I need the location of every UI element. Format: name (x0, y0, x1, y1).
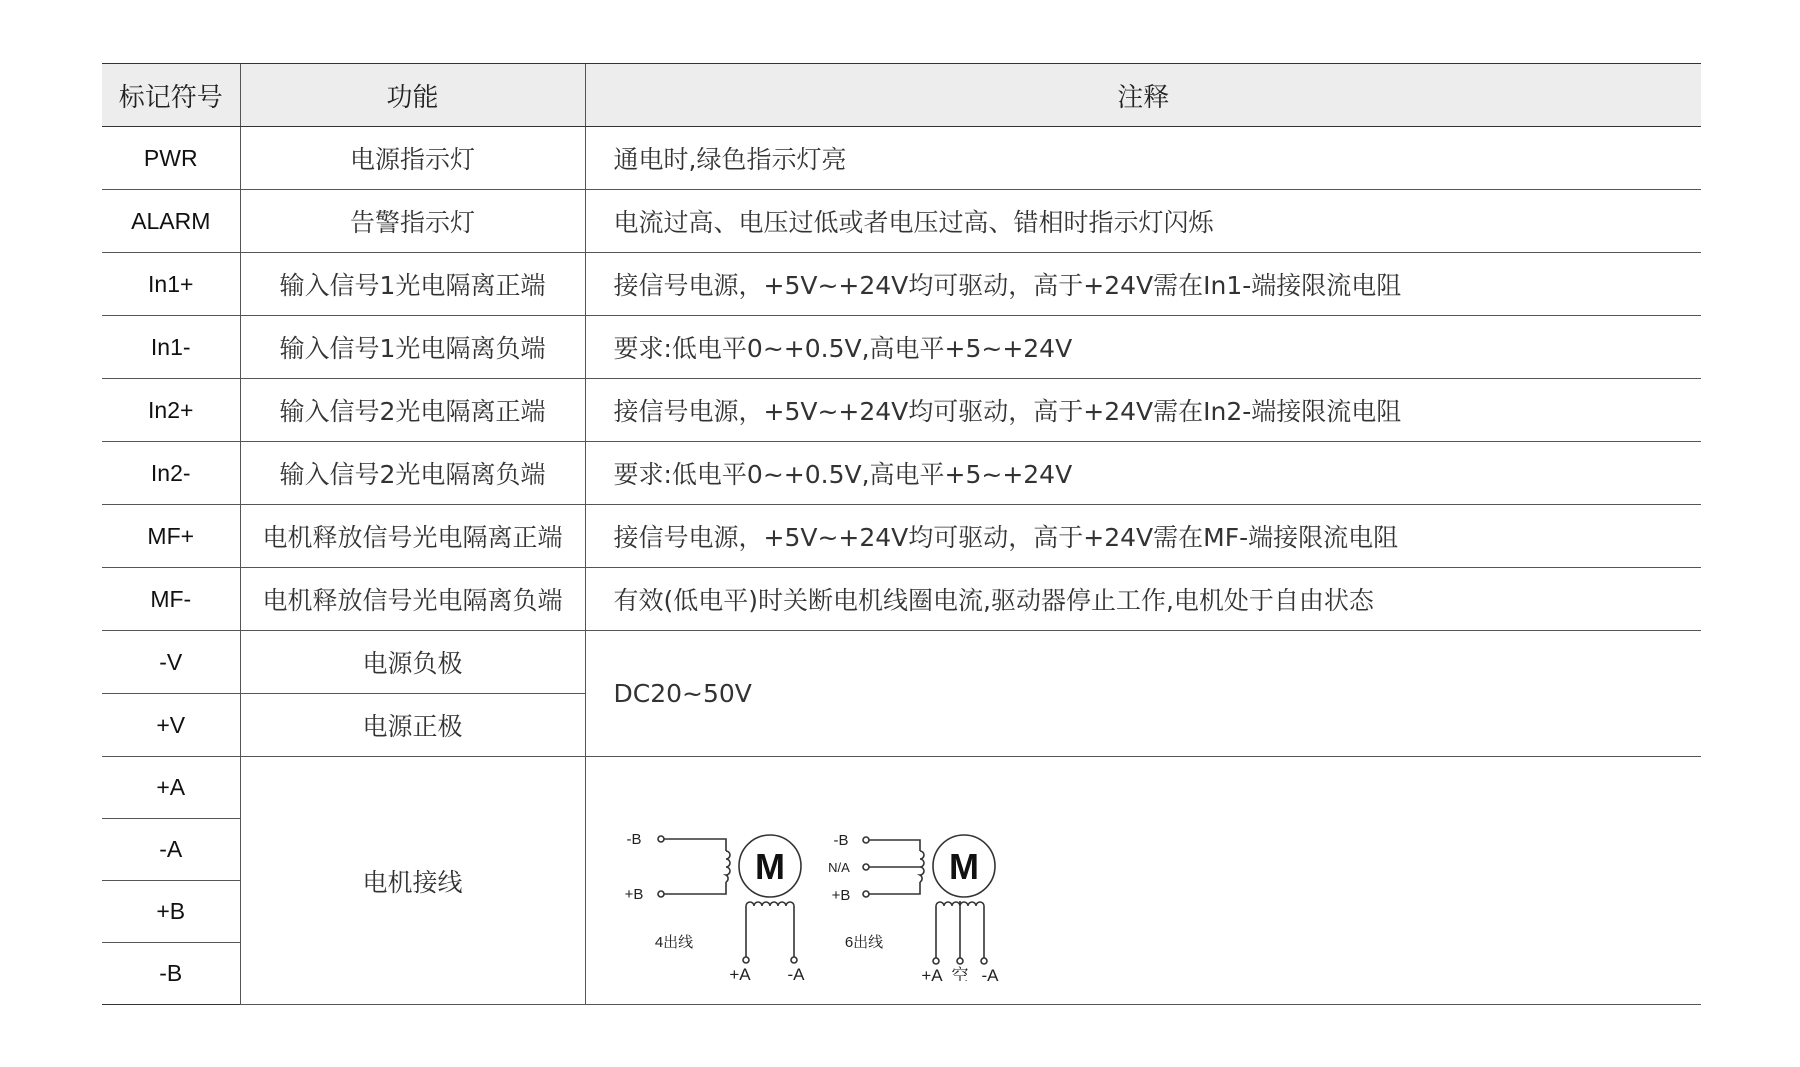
terminal-dot (743, 957, 749, 963)
symbol-cell: -V (102, 631, 240, 694)
note-cell: 接信号电源，+5V~+24V均可驱动，高于+24V需在In2-端接限流电阻 (585, 379, 1701, 442)
function-cell: 电机释放信号光电隔离负端 (240, 568, 585, 631)
symbol-cell: MF- (102, 568, 240, 631)
note-cell: 电流过高、电压过低或者电压过高、错相时指示灯闪烁 (585, 190, 1701, 253)
coil-b-icon (920, 851, 924, 882)
function-cell: 电机释放信号光电隔离正端 (240, 505, 585, 568)
motor-wiring-diagram (614, 781, 1034, 981)
note-cell: 要求:低电平0~+0.5V,高电平+5~+24V (585, 316, 1701, 379)
function-cell: 电源负极 (240, 631, 585, 694)
terminal-dot (863, 891, 869, 897)
terminal-dot (863, 837, 869, 843)
table-row (102, 505, 1701, 568)
table-row (102, 316, 1701, 379)
label-minus-a: -A (787, 964, 804, 981)
label-empty: 空 (951, 965, 968, 981)
caption-6-wire: 6出线 (844, 933, 883, 951)
header-function: 功能 (240, 64, 585, 127)
label-minus-b: -B (626, 830, 641, 848)
power-row-negative (102, 631, 1701, 694)
coil-a-icon (746, 902, 794, 916)
function-cell: 电源正极 (240, 694, 585, 757)
note-cell: 有效(低电平)时关断电机线圈电流,驱动器停止工作,电机处于自由状态 (585, 568, 1701, 631)
symbol-cell: In1- (102, 316, 240, 379)
note-cell: 通电时,绿色指示灯亮 (585, 127, 1701, 190)
terminal-dot (981, 958, 987, 964)
label-plus-b: +B (831, 886, 850, 904)
symbol-cell: PWR (102, 127, 240, 190)
function-cell: 输入信号1光电隔离正端 (240, 253, 585, 316)
terminal-dot (863, 864, 869, 870)
symbol-cell: -B (102, 943, 240, 1005)
terminal-dot (957, 958, 963, 964)
table-row (102, 442, 1701, 505)
symbol-cell: ALARM (102, 190, 240, 253)
header-symbol: 标记符号 (102, 64, 240, 127)
header-row (102, 64, 1701, 127)
table-row (102, 568, 1701, 631)
terminal-table (102, 63, 1701, 1005)
table-row (102, 190, 1701, 253)
lead-wire (664, 839, 726, 894)
label-minus-b: -B (833, 831, 848, 849)
motor-label: M (754, 845, 785, 887)
terminal-dot (658, 891, 664, 897)
label-plus-a: +A (920, 965, 943, 981)
symbol-cell: -A (102, 819, 240, 881)
table-row (102, 379, 1701, 442)
lead-wire (746, 916, 794, 957)
label-na: N/A (827, 859, 850, 875)
motor-label: M (948, 845, 979, 887)
symbol-cell: In2- (102, 442, 240, 505)
motor-function-cell: 电机接线 (240, 757, 585, 1005)
note-cell: 接信号电源，+5V~+24V均可驱动，高于+24V需在MF-端接限流电阻 (585, 505, 1701, 568)
caption-4-wire: 4出线 (654, 933, 693, 951)
function-cell: 输入信号2光电隔离正端 (240, 379, 585, 442)
label-plus-a: +A (728, 964, 751, 981)
lead-wire (869, 840, 920, 894)
symbol-cell: In2+ (102, 379, 240, 442)
table-row (102, 253, 1701, 316)
symbol-cell: MF+ (102, 505, 240, 568)
table-row (102, 127, 1701, 190)
diagram-4-wire (624, 831, 805, 981)
function-cell: 输入信号2光电隔离负端 (240, 442, 585, 505)
header-note: 注释 (585, 64, 1701, 127)
terminal-dot (791, 957, 797, 963)
symbol-cell: +V (102, 694, 240, 757)
diagram-6-wire (828, 832, 999, 981)
motor-row (102, 757, 1701, 819)
symbol-cell: In1+ (102, 253, 240, 316)
lead-wire (936, 901, 984, 958)
terminal-dot (658, 836, 664, 842)
terminal-dot (933, 958, 939, 964)
function-cell: 电源指示灯 (240, 127, 585, 190)
label-minus-a: -A (981, 965, 998, 981)
power-note-cell: DC20~50V (585, 631, 1701, 757)
coil-b-icon (726, 851, 730, 882)
function-cell: 告警指示灯 (240, 190, 585, 253)
symbol-cell: +A (102, 757, 240, 819)
function-cell: 输入信号1光电隔离负端 (240, 316, 585, 379)
label-plus-b: +B (624, 885, 643, 903)
note-cell: 要求:低电平0~+0.5V,高电平+5~+24V (585, 442, 1701, 505)
motor-wiring-cell (585, 757, 1701, 1005)
note-cell: 接信号电源，+5V~+24V均可驱动，高于+24V需在In1-端接限流电阻 (585, 253, 1701, 316)
symbol-cell: +B (102, 881, 240, 943)
